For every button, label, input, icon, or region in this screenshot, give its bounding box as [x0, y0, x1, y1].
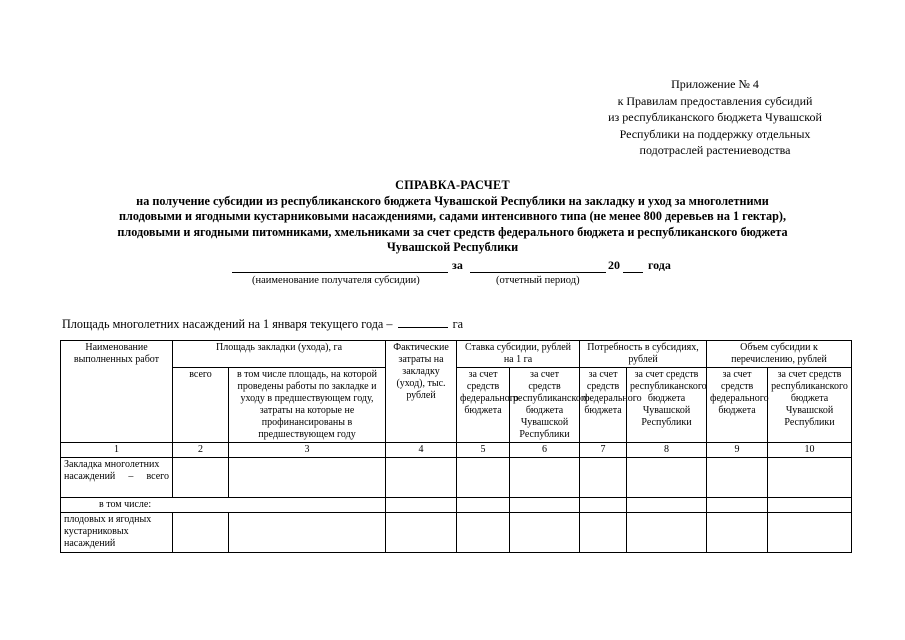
table-cell[interactable] [510, 513, 580, 553]
row-label-planting-total: Закладка многолетних насаждений – всего [61, 458, 173, 498]
title-line: Чувашской Республики [386, 240, 519, 255]
document-title [40, 178, 865, 256]
header-actual-costs: Фактические затраты на закладку (уход), тыс. рублей [386, 341, 457, 443]
col-num: 7 [580, 443, 627, 458]
table-cell[interactable] [510, 498, 580, 513]
period-caption: (отчетный период) [496, 275, 580, 286]
recipient-name-blank [232, 258, 448, 273]
col-num: 6 [510, 443, 580, 458]
col-num: 2 [173, 443, 229, 458]
header-need: Потребность в субсидиях, рублей [580, 341, 707, 368]
recipient-caption: (наименование получателя субсидии) [252, 275, 420, 286]
table-cell[interactable] [580, 513, 627, 553]
table-cell[interactable] [580, 498, 627, 513]
column-numbers-row [61, 443, 852, 458]
header-area: Площадь закладки (ухода), га [173, 341, 386, 368]
area-unit: га [452, 317, 463, 331]
header-area-incl: в том числе площадь, на которой проведены работы по закладке и уходу в предшествующем году, затраты на которые не профинансированы в предшествующем году [229, 368, 386, 443]
header-row-1 [61, 341, 852, 368]
table-cell[interactable] [386, 513, 457, 553]
col-num: 4 [386, 443, 457, 458]
header-work-name: Наименование выполненных работ [61, 341, 173, 443]
appendix-line: подотраслей растениеводства [639, 143, 791, 157]
calculation-table [60, 340, 852, 553]
table-cell[interactable] [768, 513, 852, 553]
row-label-berry-shrubs: плодовых и ягодных кустарниковых насаждений [61, 513, 173, 553]
appendix-line: из республиканского бюджета Чувашской [608, 110, 822, 124]
header-rate-federal: за счет средств федерального бюджета [457, 368, 510, 443]
za-label: за [452, 258, 463, 272]
table-cell[interactable] [457, 458, 510, 498]
col-num: 5 [457, 443, 510, 458]
table-cell[interactable] [627, 513, 707, 553]
table-row [61, 458, 852, 498]
table-cell[interactable] [386, 498, 457, 513]
title-line: плодовыми и ягодными питомниками, хмельниками за счет средств федерального бюджета и республиканского бюджета [117, 224, 788, 239]
table-cell[interactable] [707, 458, 768, 498]
table-cell[interactable] [229, 458, 386, 498]
row-label-including: в том числе: [61, 498, 386, 513]
title-line: плодовыми и ягодными кустарниковыми насаждениями, садами интенсивного типа (не менее 800 деревьев на 1 гектар), [118, 209, 787, 224]
recipient-line [0, 258, 905, 294]
area-text: Площадь многолетних насаждений на 1 января текущего года – [62, 317, 393, 331]
table-cell[interactable] [768, 458, 852, 498]
table-cell[interactable] [457, 498, 510, 513]
table-cell[interactable] [707, 498, 768, 513]
header-rate-republic: за счет средств республиканского бюджета Чувашской Республики [510, 368, 580, 443]
year-blank [623, 258, 643, 273]
header-row-2 [61, 368, 852, 443]
header-area-total: всего [173, 368, 229, 443]
table-cell[interactable] [173, 513, 229, 553]
col-num: 1 [61, 443, 173, 458]
header-volume-republic: за счет средств республиканского бюджета Чувашской Республики [768, 368, 852, 443]
table-row [61, 498, 852, 513]
table-cell[interactable] [173, 458, 229, 498]
col-num: 9 [707, 443, 768, 458]
header-need-republic: за счет средств республиканского бюджета Чувашской Республики [627, 368, 707, 443]
appendix-line: Приложение № 4 [671, 77, 759, 91]
period-blank [470, 258, 606, 273]
table-cell[interactable] [768, 498, 852, 513]
table-cell[interactable] [707, 513, 768, 553]
col-num: 3 [229, 443, 386, 458]
table-row [61, 513, 852, 553]
area-line [62, 315, 463, 332]
appendix-line: Республики на поддержку отдельных [619, 126, 811, 141]
table-cell[interactable] [386, 458, 457, 498]
header-volume-federal: за счет средств федерального бюджета [707, 368, 768, 443]
table-cell[interactable] [229, 513, 386, 553]
col-num: 8 [627, 443, 707, 458]
table-cell[interactable] [627, 458, 707, 498]
table-cell[interactable] [457, 513, 510, 553]
header-need-federal: за счет средств федерального бюджета [580, 368, 627, 443]
appendix-line: к Правилам предоставления субсидий [617, 93, 813, 108]
header-rate: Ставка субсидии, рублей на 1 га [457, 341, 580, 368]
table-cell[interactable] [510, 458, 580, 498]
year-suffix: года [648, 258, 671, 272]
title-line: на получение субсидии из республиканского бюджета Чувашской Республики на закладку и уход за многолетними [136, 193, 769, 208]
header-volume: Объем субсидии к перечислению, рублей [707, 341, 852, 368]
appendix-block [560, 76, 870, 159]
table-cell[interactable] [627, 498, 707, 513]
col-num: 10 [768, 443, 852, 458]
area-blank [398, 315, 448, 328]
table-cell[interactable] [580, 458, 627, 498]
year-prefix: 20 [608, 258, 620, 272]
title-heading: СПРАВКА-РАСЧЕТ [395, 178, 510, 192]
